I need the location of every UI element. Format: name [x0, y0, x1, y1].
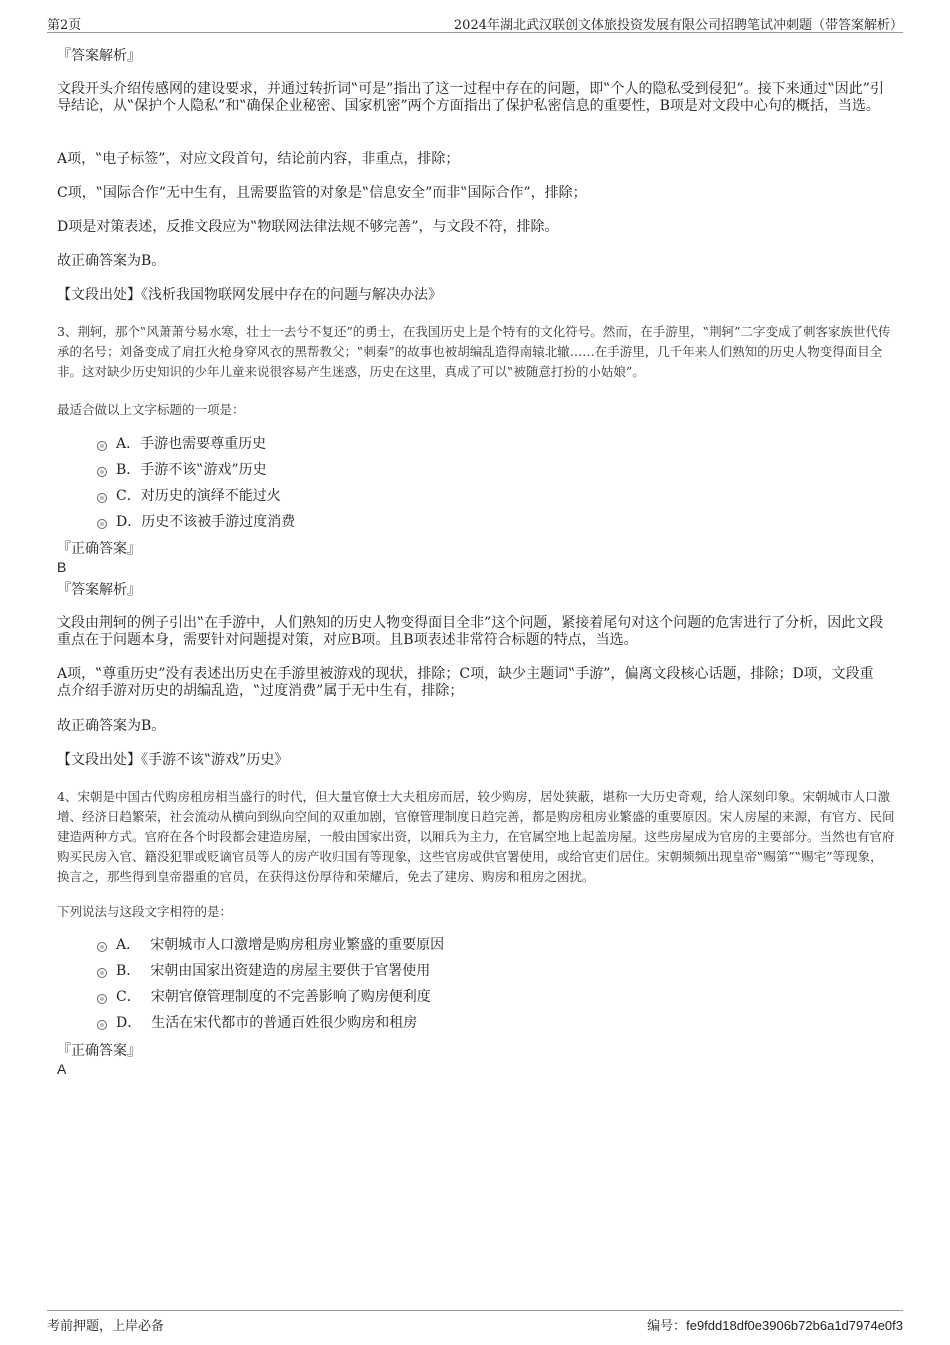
option-text: 手游不该‟游戏”历史: [140, 462, 267, 478]
correct-answer-heading: 『正确答案』: [57, 541, 141, 557]
footer-slogan: 考前押题，上岸必备: [47, 1319, 165, 1334]
option-d[interactable]: [97, 513, 295, 531]
document-code: [647, 1315, 903, 1334]
option-letter: A．: [116, 436, 141, 452]
option-text: 历史不该被手游过度消费: [141, 514, 296, 530]
answer-analysis-heading: 『答案解析』: [57, 48, 141, 64]
option-letter: B．: [116, 963, 141, 979]
conclusion-text: 故正确答案为B。: [57, 718, 166, 734]
code-value: fe9fdd18df0e3906b72b6a1d7974e0f3: [686, 1318, 903, 1333]
radio-icon[interactable]: [97, 441, 107, 451]
correct-answer: B: [57, 559, 67, 575]
question-prompt: 最适合做以上文字标题的一项是：: [57, 402, 245, 417]
option-letter: D．: [116, 1015, 142, 1031]
option-b[interactable]: [97, 962, 430, 980]
page-number: 第2页: [47, 18, 82, 33]
question-text: 3、荆轲，那个‟风萧萧兮易水寒，壮士一去兮不复还”的勇士，在我国历史上是个特有的文化符号。然而，在手游里，‟荆轲”二字变成了刺客家族世代传承的名号；刘备变成了肩扛火枪身穿风衣的黑帮教父；‟刺秦”的故事也被胡编乱造得南辕北辙……在手游里，几千年来人们熟知的历史人物变得面目全非。这对缺少历史知识的少年儿童来说很容易产生迷惑，历史在这里，真成了可以‟被随意打扮的小姑娘”。: [57, 324, 891, 379]
option-c[interactable]: [97, 487, 281, 505]
option-letter: C．: [116, 488, 141, 504]
conclusion-text: 故正确答案为B。: [57, 253, 166, 269]
radio-icon[interactable]: [97, 493, 107, 503]
analysis-paragraph: A项，‟尊重历史”没有表述出历史在手游里被游戏的现状，排除；C项，缺少主题词‟手游”，偏离文段核心话题，排除；D项，文段重点介绍手游对历史的胡编乱造，‟过度消费”属于无中生有，排除；: [57, 666, 874, 699]
code-label: 编号：: [647, 1319, 687, 1334]
radio-icon[interactable]: [97, 968, 107, 978]
analysis-paragraph: 文段由荆轲的例子引出‟在手游中，人们熟知的历史人物变得面目全非”这个问题，紧接着尾句对这个问题的危害进行了分析，因此文段重点在于问题本身，需要针对问题提对策，对应B项。且B项表述非常符合标题的特点，当选。: [57, 615, 884, 648]
option-text: 宋朝城市人口激增是购房租房业繁盛的重要原因: [150, 937, 445, 953]
radio-icon[interactable]: [97, 942, 107, 952]
source-citation: 【文段出处】《手游不该‟游戏”历史》: [57, 752, 289, 768]
correct-answer: A: [57, 1061, 67, 1077]
option-letter: A．: [116, 937, 141, 953]
option-b[interactable]: [97, 461, 267, 479]
question-text: 4、宋朝是中国古代购房租房相当盛行的时代，但大量官僚士大夫租房而居，较少购房，居处狭蔽，堪称一大历史奇观，给人深刻印象。宋朝城市人口激增、经济日趋繁荣，社会流动从横向到纵向空间的双重加剧，官僚管理制度日趋完善，都是购房租房业繁盛的重要原因。宋人房屋的来源，有官方、民间建造两种方式。官府在各个时段都会建造房屋，一般由国家出资，以厢兵为主力，在官属空地上起盖房屋。这些房屋成为官房的主要部分。当然也有官府购买民房入官、籍没犯罪或贬谪官员等人的房产收归国有等现象，这些官房或供官署使用，或给官吏们居住。宋朝频频出现皇帝‟赐第”‟赐宅”等现象，换言之，那些得到皇帝器重的官员，在获得这份厚待和荣耀后，免去了建房、购房和租房之困扰。: [57, 789, 895, 884]
option-a[interactable]: [97, 435, 266, 453]
option-text: 宋朝官僚管理制度的不完善影响了购房便利度: [150, 989, 431, 1005]
radio-icon[interactable]: [97, 994, 107, 1004]
document-title: 2024年湖北武汉联创文体旅投资发展有限公司招聘笔试冲刺题（带答案解析）: [453, 18, 903, 33]
source-citation: 【文段出处】《浅析我国物联网发展中存在的问题与解决办法》: [57, 287, 442, 303]
correct-answer-heading: 『正确答案』: [57, 1043, 141, 1059]
option-text: 对历史的演绎不能过火: [140, 488, 281, 504]
option-letter: B．: [116, 462, 141, 478]
radio-icon[interactable]: [97, 519, 107, 529]
radio-icon[interactable]: [97, 467, 107, 477]
option-c[interactable]: [97, 988, 431, 1006]
analysis-paragraph: 文段开头介绍传感网的建设要求，并通过转折词‟可是”指出了这一过程中存在的问题，即‟个人的隐私受到侵犯”。接下来通过‟因此”引导结论，从‟保护个人隐私”和‟确保企业秘密、国家机密”两个方面指出了保护私密信息的重要性，B项是对文段中心句的概括，当选。: [57, 81, 884, 114]
option-text: 生活在宋代都市的普通百姓很少购房和租房: [151, 1015, 418, 1031]
analysis-paragraph: A项，‟电子标签”，对应文段首句，结论前内容，非重点，排除；: [57, 151, 460, 167]
option-letter: D．: [116, 514, 142, 530]
option-text: 手游也需要尊重历史: [140, 436, 267, 452]
page-footer: [47, 1310, 903, 1333]
analysis-paragraph: C项，‟国际合作”无中生有，且需要监管的对象是‟信息安全”而非‟国际合作”，排除；: [57, 185, 587, 201]
option-text: 宋朝由国家出资建造的房屋主要供于官署使用: [150, 963, 431, 979]
answer-analysis-heading: 『答案解析』: [57, 582, 141, 598]
option-letter: C．: [116, 989, 141, 1005]
option-d[interactable]: [97, 1014, 417, 1032]
radio-icon[interactable]: [97, 1020, 107, 1030]
question-prompt: 下列说法与这段文字相符的是：: [57, 904, 233, 919]
analysis-paragraph: D项是对策表述，反推文段应为‟物联网法律法规不够完善”，与文段不符，排除。: [57, 219, 559, 235]
page-header: [47, 12, 903, 33]
option-a[interactable]: [97, 936, 444, 954]
